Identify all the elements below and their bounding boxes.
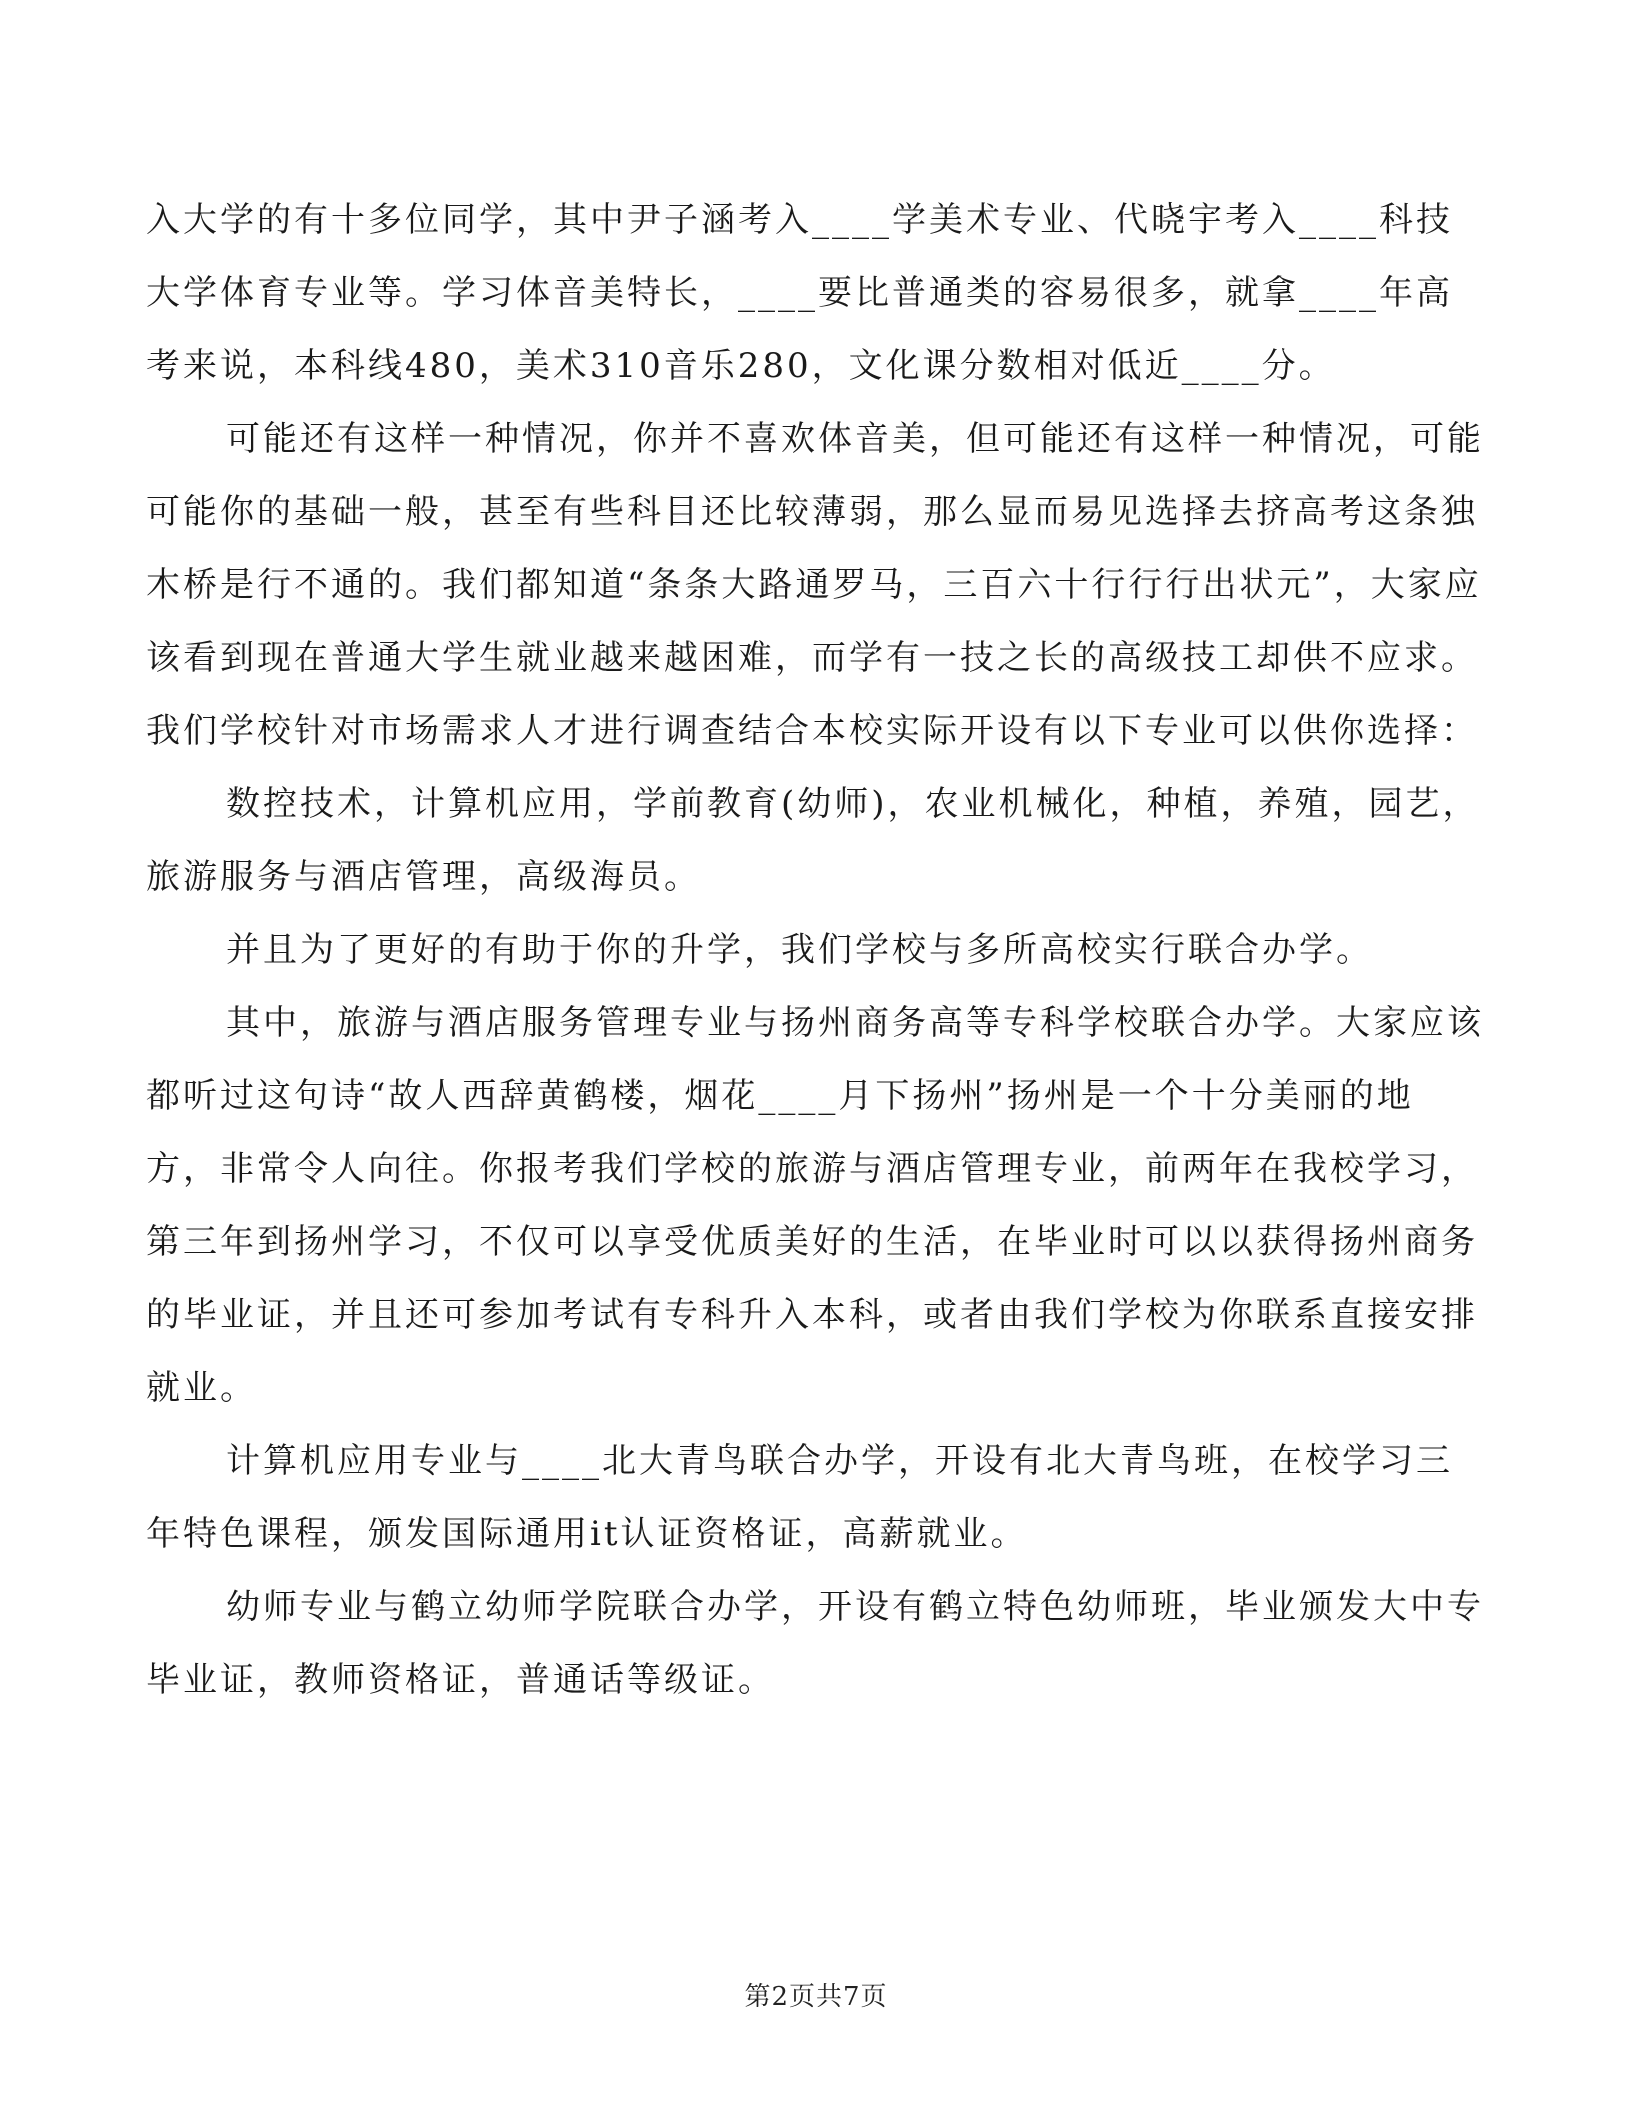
paragraph-5: 其中，旅游与酒店服务管理专业与扬州商务高等专科学校联合办学。大家应该都听过这句诗“故人西辞黄鹤楼，烟花____月下扬州”扬州是一个十分美丽的地方，非常令人向往。你报考我们学校的旅游与酒店管理专业，前两年在我校学习，第三年到扬州学习，不仅可以享受优质美好的生活，在毕业时可以以获得扬州商务的毕业证，并且还可参加考试有专科升入本科，或者由我们学校为你联系直接安排就业。: [146, 1003, 1484, 1408]
page-number-footer: 第2页共7页: [744, 1982, 888, 2012]
paragraph-3: 数控技术，计算机应用，学前教育(幼师)，农业机械化，种植，养殖，园艺，旅游服务与酒店管理，高级海员。: [146, 784, 1480, 897]
paragraph-7: 幼师专业与鹤立幼师学院联合办学，开设有鹤立特色幼师班，毕业颁发大中专毕业证，教师资格证，普通话等级证。: [146, 1587, 1484, 1700]
paragraph-1: 入大学的有十多位同学，其中尹子涵考入____学美术专业、代晓宇考入____科技大学体育专业等。学习体音美特长，____要比普通类的容易很多，就拿____年高考来说，本科线480，美术310音乐280，文化课分数相对低近____分。: [146, 200, 1453, 386]
paragraph-4: 并且为了更好的有助于你的升学，我们学校与多所高校实行联合办学。: [226, 930, 1373, 970]
paragraph-2: 可能还有这样一种情况，你并不喜欢体音美，但可能还有这样一种情况，可能可能你的基础一般，甚至有些科目还比较薄弱，那么显而易见选择去挤高考这条独木桥是行不通的。我们都知道“条条大路通罗马，三百六十行行行出状元”，大家应该看到现在普通大学生就业越来越困难，而学有一技之长的高级技工却供不应求。我们学校针对市场需求人才进行调查结合本校实际开设有以下专业可以供你选择：: [146, 419, 1484, 751]
paragraph-6: 计算机应用专业与____北大青鸟联合办学，开设有北大青鸟班，在校学习三年特色课程，颁发国际通用it认证资格证，高薪就业。: [146, 1441, 1453, 1554]
document-body: [146, 184, 1486, 1717]
